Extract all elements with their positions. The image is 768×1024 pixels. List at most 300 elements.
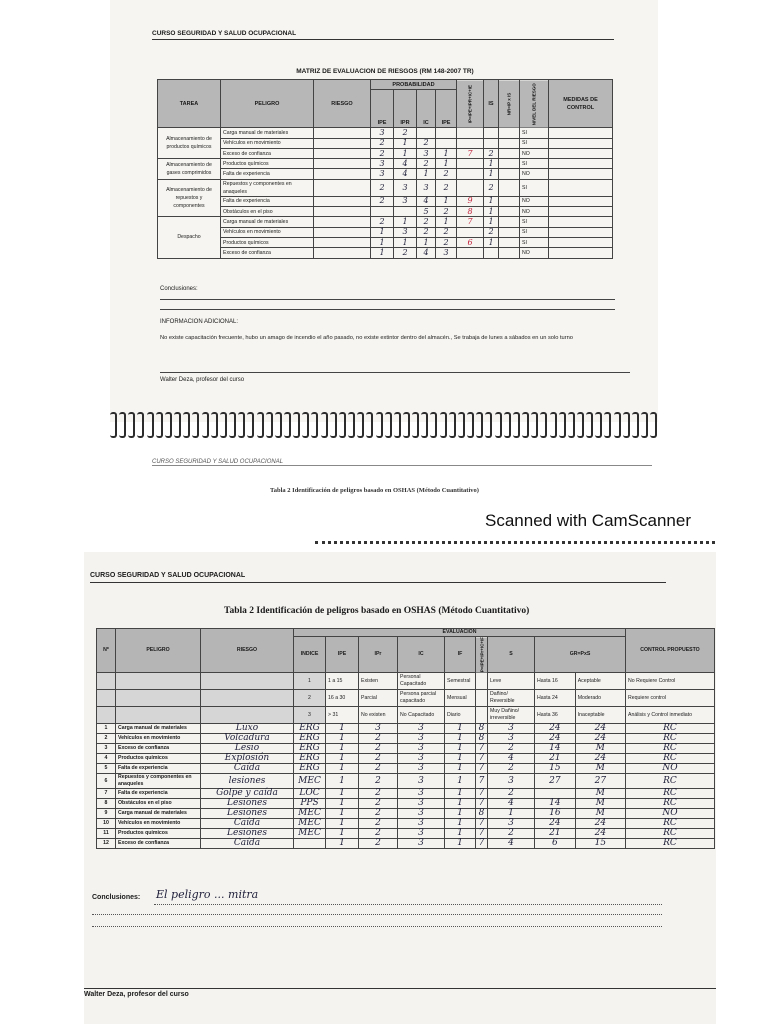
strip-title: Tabla 2 Identificación de peligros basado en OSHAS (Método Cuantitativo) [270,487,479,494]
peligro-cell: Exceso de confianza [221,148,314,158]
prob-cell: 4 [417,196,436,206]
ic-cell: 3 [398,839,445,849]
ipr-cell: 2 [359,734,398,744]
legend-p [476,690,488,707]
riesgo-cell: Caída [201,839,294,849]
riesgo-cell [314,227,371,237]
matrix-row [158,248,613,258]
legend-indice: 1 [294,673,326,690]
ctrl-cell: RC [626,799,715,809]
prob-cell: 2 [371,148,394,158]
ip-cell: 9 [457,196,484,206]
ipr-cell: 2 [359,774,398,789]
spiral-coil [412,412,419,438]
col-control: CONTROL PROPUESTO [626,629,715,673]
table-row [97,829,715,839]
col-peligro: PELIGRO [221,80,314,128]
ic-cell: 3 [398,724,445,734]
p-cell: 8 [476,724,488,734]
legend-control: Requiere control [626,690,715,707]
p-cell: 7 [476,829,488,839]
legend-ipr: No existen [359,707,398,724]
is-cell: 1 [484,207,499,217]
riesgo-cell: Lesiones [201,809,294,819]
spiral-coil [119,412,126,438]
prob-cell: 1 [436,196,457,206]
prob-cell: 2 [417,227,436,237]
table-row [97,744,715,754]
ctrl-cell: RC [626,819,715,829]
gr-cell: 27 [535,774,576,789]
matrix-row [158,237,613,247]
prob-cell: 5 [417,207,436,217]
grl-cell: 24 [575,734,625,744]
prob-cell: 2 [436,237,457,247]
table-row [97,799,715,809]
ctrl-cell: RC [626,724,715,734]
legend-s: Dañino/ Reversible [488,690,535,707]
peligro-cell: Vehículos en movimiento [116,734,201,744]
peligro-cell: Obstáculos en el piso [221,207,314,217]
ip-cell [457,159,484,169]
grl-cell: 24 [575,754,625,764]
legend-row [97,673,715,690]
peligro-cell: Carga manual de materiales [221,128,314,138]
peligro-cell: Productos químicos [116,829,201,839]
legend-empty [201,707,294,724]
legend-empty [116,707,201,724]
nivel-cell: SI [520,159,549,169]
gr-cell: 15 [535,764,576,774]
row-number: 8 [97,799,116,809]
s-cell: 2 [488,764,535,774]
nivel-cell: NO [520,248,549,258]
s-cell: 3 [488,819,535,829]
legend-empty [116,690,201,707]
col-indice: INDICE [294,637,326,673]
ctrl-cell: NO [626,809,715,819]
matrix-row [158,128,613,138]
spiral-coil [614,412,621,438]
col-nivel: NIVEL DEL RIESGO [520,80,549,128]
ip-cell [457,179,484,196]
col-medidas: MEDIDAS DE CONTROL [549,80,613,128]
prob-cell: 1 [394,148,417,158]
conclusions-line [92,914,662,915]
riesgo-cell: Lesio [201,744,294,754]
gr-cell: 24 [535,734,576,744]
prob-cell: 3 [417,148,436,158]
prob-cell [417,128,436,138]
nr-cell [499,148,520,158]
ipr-cell: 2 [359,839,398,849]
ipr-cell: 2 [359,819,398,829]
spiral-coil [330,412,337,438]
ipr-cell: 2 [359,789,398,799]
s-cell: 3 [488,774,535,789]
spiral-coil [366,412,373,438]
legend-grl: Moderado [575,690,625,707]
spiral-coil [156,412,163,438]
osha-table [96,628,715,849]
grl-cell: M [575,744,625,754]
ind-cell: MEC [294,829,326,839]
legend-ipe: 16 a 30 [326,690,359,707]
spiral-coil [595,412,602,438]
riesgo-cell: Explosión [201,754,294,764]
legend-gr: Hasta 16 [535,673,576,690]
legend-empty [201,690,294,707]
nivel-cell: SI [520,128,549,138]
row-number: 10 [97,819,116,829]
legend-ipr: Existen [359,673,398,690]
spiral-coil [650,412,657,438]
col-is: IS [484,80,499,128]
is-cell: 1 [484,159,499,169]
p-cell: 7 [476,754,488,764]
spiral-coil [495,412,502,438]
legend-empty [116,673,201,690]
conclusions-line [154,904,662,905]
if-cell: 1 [445,799,476,809]
col-prob: IPR [394,90,417,128]
peligro-cell: Repuestos y componentes en anaqueles [221,179,314,196]
legend-empty [97,690,116,707]
col-gr: GR=PxS [535,637,626,673]
spiral-coil [165,412,172,438]
spiral-coil [550,412,557,438]
riesgo-cell: Lesiones [201,829,294,839]
riesgo-cell [314,237,371,247]
prob-cell: 1 [371,248,394,258]
prob-cell: 1 [417,169,436,179]
col-prob: IC [417,90,436,128]
grl-cell: 27 [575,774,625,789]
table-title: Tabla 2 Identificación de peligros basado en OSHAS (Método Cuantitativo) [224,606,530,616]
ipr-cell: 2 [359,799,398,809]
ctrl-cell: RC [626,754,715,764]
p-cell: 7 [476,789,488,799]
col-ic: IC [398,637,445,673]
row-number: 12 [97,839,116,849]
ipe-cell: 1 [326,839,359,849]
is-cell: 1 [484,169,499,179]
col-ipr: IPr [359,637,398,673]
nr-cell [499,217,520,227]
legend-grl: Aceptable [575,673,625,690]
prob-cell: 2 [371,138,394,148]
spiral-coil [504,412,511,438]
medidas-cell [549,207,613,217]
ipe-cell: 1 [326,744,359,754]
legend-control: No Requiere Control [626,673,715,690]
spiral-coil [247,412,254,438]
riesgo-cell [314,217,371,227]
peligro-cell: Exceso de confianza [116,839,201,849]
spiral-binding [110,410,658,440]
row-number: 6 [97,774,116,789]
medidas-cell [549,237,613,247]
tarea-cell: Almacenamiento de gases comprimidos [158,159,221,180]
is-cell: 1 [484,237,499,247]
grl-cell: M [575,809,625,819]
riesgo-cell: Lesiones [201,799,294,809]
risk-matrix-table [157,79,613,259]
signature-line [160,372,630,373]
ctrl-cell: RC [626,789,715,799]
peligro-cell: Falta de experiencia [221,169,314,179]
spiral-coil [220,412,227,438]
col-prob: IPE [436,90,457,128]
legend-ic: Personal Capacitado [398,673,445,690]
spiral-coil [192,412,199,438]
row-number: 7 [97,789,116,799]
nivel-cell: SI [520,179,549,196]
ind-cell: ERG [294,764,326,774]
medidas-cell [549,138,613,148]
gr-cell: 14 [535,744,576,754]
col-probabilidad: PROBABILIDAD [371,80,457,90]
gr-cell: 14 [535,799,576,809]
col-evaluacion: EVALUACION [294,629,626,637]
is-cell: 1 [484,217,499,227]
ind-cell: MEC [294,809,326,819]
s-cell: 3 [488,734,535,744]
nr-cell [499,128,520,138]
ind-cell: ERG [294,744,326,754]
table-row [97,819,715,829]
ic-cell: 3 [398,809,445,819]
row-number: 9 [97,809,116,819]
ipe-cell: 1 [326,809,359,819]
prob-cell: 3 [371,159,394,169]
ind-cell [294,839,326,849]
prob-cell: 1 [371,227,394,237]
peligro-cell: Productos químicos [221,237,314,247]
conclusions-line [160,309,615,310]
spiral-coil [568,412,575,438]
ind-cell: MEC [294,774,326,789]
legend-row [97,690,715,707]
grl-cell: 24 [575,724,625,734]
signature: Walter Deza, profesor del curso [160,377,245,383]
if-cell: 1 [445,774,476,789]
table-row [97,774,715,789]
legend-ic: No Capacitado [398,707,445,724]
legend-empty [201,673,294,690]
spiral-coil [311,412,318,438]
p-cell: 8 [476,809,488,819]
ipr-cell: 3 [359,724,398,734]
s-cell: 4 [488,754,535,764]
strip-header: CURSO SEGURIDAD Y SALUD OCUPACIONAL [152,459,652,466]
prob-cell: 1 [436,159,457,169]
conclusions-line [160,299,615,300]
if-cell: 1 [445,724,476,734]
if-cell: 1 [445,819,476,829]
matrix-row [158,196,613,206]
spiral-coil [128,412,135,438]
if-cell: 1 [445,744,476,754]
prob-cell: 1 [436,148,457,158]
riesgo-cell [314,248,371,258]
is-cell: 2 [484,227,499,237]
spiral-coil [137,412,144,438]
col-s: S [488,637,535,673]
spiral-coil [211,412,218,438]
ind-cell: PPS [294,799,326,809]
medidas-cell [549,248,613,258]
s-cell: 3 [488,724,535,734]
p-cell: 7 [476,799,488,809]
ctrl-cell: RC [626,839,715,849]
grl-cell: M [575,799,625,809]
prob-cell: 2 [417,159,436,169]
matrix-row [158,207,613,217]
ic-cell: 3 [398,819,445,829]
prob-cell: 2 [417,217,436,227]
spiral-coil [476,412,483,438]
nivel-cell: NO [520,148,549,158]
gr-cell: 16 [535,809,576,819]
legend-if: Diario [445,707,476,724]
p-cell: 7 [476,764,488,774]
s-cell: 2 [488,789,535,799]
spiral-coil [266,412,273,438]
legend-empty [97,673,116,690]
ipe-cell: 1 [326,789,359,799]
ctrl-cell: RC [626,829,715,839]
row-number: 1 [97,724,116,734]
nivel-cell: SI [520,237,549,247]
nivel-cell: SI [520,138,549,148]
table-row [97,724,715,734]
spiral-coil [348,412,355,438]
peligro-cell: Falta de experiencia [221,196,314,206]
spiral-coil [302,412,309,438]
prob-cell: 4 [417,248,436,258]
prob-cell: 2 [371,179,394,196]
prob-cell [436,138,457,148]
ctrl-cell: RC [626,744,715,754]
legend-gr: Hasta 24 [535,690,576,707]
ind-cell: ERG [294,724,326,734]
row-number: 2 [97,734,116,744]
p-cell: 7 [476,744,488,754]
medidas-cell [549,196,613,206]
riesgo-cell [314,128,371,138]
legend-ipr: Parcial [359,690,398,707]
prob-cell: 1 [436,217,457,227]
spiral-coil [458,412,465,438]
riesgo-cell [314,148,371,158]
col-if: IF [445,637,476,673]
nr-cell [499,207,520,217]
spiral-coil [522,412,529,438]
legend-row [97,707,715,724]
prob-cell: 1 [371,237,394,247]
is-cell [484,248,499,258]
legend-p [476,673,488,690]
gr-cell: 6 [535,839,576,849]
row-number: 4 [97,754,116,764]
row-number: 11 [97,829,116,839]
nr-cell [499,169,520,179]
prob-cell: 1 [394,237,417,247]
ctrl-cell: RC [626,774,715,789]
conclusions-label: Conclusiones: [160,286,198,292]
tarea-cell: Despacho [158,217,221,258]
legend-indice: 2 [294,690,326,707]
spiral-coil [421,412,428,438]
ic-cell: 3 [398,774,445,789]
peligro-cell: Falta de experiencia [116,789,201,799]
spiral-coil [632,412,639,438]
spiral-coil [174,412,181,438]
prob-cell: 2 [394,128,417,138]
medidas-cell [549,227,613,237]
peligro-cell: Obstáculos en el piso [116,799,201,809]
ind-cell: LOC [294,789,326,799]
ic-cell: 3 [398,734,445,744]
peligro-cell: Falta de experiencia [116,764,201,774]
ipr-cell: 2 [359,829,398,839]
peligro-cell: Exceso de confianza [116,744,201,754]
nivel-cell: SI [520,217,549,227]
bottom-scanned-page [84,552,716,1024]
ip-cell [457,248,484,258]
spiral-coil [586,412,593,438]
ind-cell: ERG [294,734,326,744]
ipe-cell: 1 [326,774,359,789]
spiral-coil [623,412,630,438]
riesgo-cell [314,138,371,148]
tarea-cell: Almacenamiento de repuestos y componentes [158,179,221,217]
matrix-row [158,179,613,196]
prob-cell: 2 [371,196,394,206]
nivel-cell: SI [520,227,549,237]
col-ipe: IPE [326,637,359,673]
spiral-coil [430,412,437,438]
table-row [97,764,715,774]
prob-cell: 1 [417,237,436,247]
spiral-coil [449,412,456,438]
prob-cell: 1 [394,138,417,148]
ip-cell: 8 [457,207,484,217]
prob-cell [394,207,417,217]
ipe-cell: 1 [326,724,359,734]
s-cell: 1 [488,809,535,819]
riesgo-cell: Caída [201,819,294,829]
prob-cell: 2 [436,207,457,217]
nr-cell [499,196,520,206]
riesgo-cell: lesiones [201,774,294,789]
grl-cell: 15 [575,839,625,849]
spiral-coil [238,412,245,438]
matrix-row [158,148,613,158]
table-row [97,809,715,819]
gr-cell [535,789,576,799]
if-cell: 1 [445,734,476,744]
peligro-cell: Vehículos en movimiento [221,227,314,237]
spiral-coil [559,412,566,438]
s-cell: 2 [488,829,535,839]
table-row [97,839,715,849]
spiral-coil [513,412,520,438]
gr-cell: 21 [535,829,576,839]
is-cell: 2 [484,179,499,196]
ipe-cell: 1 [326,764,359,774]
